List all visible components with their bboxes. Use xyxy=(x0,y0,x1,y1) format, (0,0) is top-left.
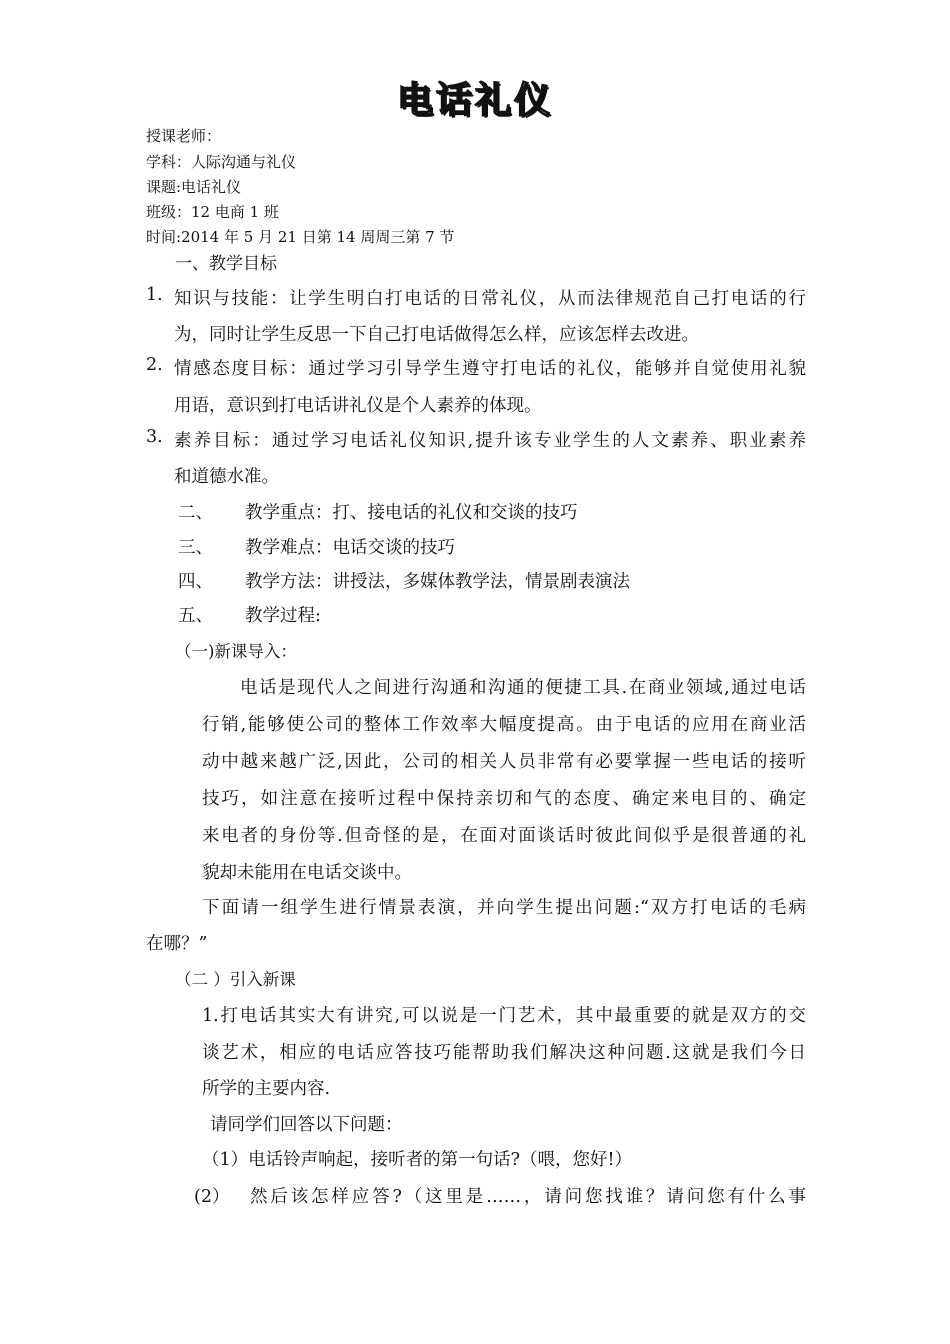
paragraph-line: 电话是现代人之间进行沟通和沟通的便捷工具.在商业领域,通过电话 xyxy=(240,678,806,698)
objective-text: 和道德水准。 xyxy=(174,467,279,487)
section-number: 二、 xyxy=(178,503,213,523)
section-number: 四、 xyxy=(178,572,213,592)
section-text: 教学过程: xyxy=(245,606,321,626)
objective-text: 为，同时让学生反思一下自己打电话做得怎么样，应该怎样去改进。 xyxy=(174,325,699,345)
section-number: 三、 xyxy=(178,538,213,558)
objective-text: 素养目标：通过学习电话礼仪知识,提升该专业学生的人文素养、职业素养 xyxy=(174,431,806,451)
question-2: 然后该怎样应答?（这里是……，请问您找谁？请问您有什么事 xyxy=(250,1187,806,1207)
question-1: （1）电话铃声响起，接听者的第一句话?（喂，您好!） xyxy=(202,1150,633,1170)
question-2-number: (2） xyxy=(194,1187,230,1207)
objective-text: 用语，意识到打电话讲礼仪是个人素养的体现。 xyxy=(174,396,542,416)
paragraph-line: 1.打电话其实大有讲究,可以说是一门艺术，其中最重要的就是双方的交 xyxy=(202,1006,806,1026)
section-number: 五、 xyxy=(178,606,213,626)
objective-text: 情感态度目标：通过学习引导学生遵守打电话的礼仪，能够并自觉使用礼貌 xyxy=(174,359,806,379)
meta-time: 时间:2014 年 5 月 21 日第 14 周周三第 7 节 xyxy=(146,228,455,246)
meta-topic: 课题:电话礼仪 xyxy=(146,178,242,196)
objective-text: 知识与技能：让学生明白打电话的日常礼仪，从而法律规范自己打电话的行 xyxy=(174,289,806,309)
objective-number: 3. xyxy=(146,427,163,447)
paragraph-line: 动中越来越广泛,因此，公司的相关人员非常有必要掌握一些电话的接听 xyxy=(202,752,806,772)
new-lesson-heading: （二 ）引入新课 xyxy=(175,970,296,989)
document-title: 电话礼仪 xyxy=(396,80,553,121)
meta-teacher: 授课老师： xyxy=(146,127,222,145)
meta-subject: 学科：人际沟通与礼仪 xyxy=(146,153,297,171)
performance-line: 在哪？” xyxy=(146,934,208,954)
paragraph-line: 所学的主要内容. xyxy=(202,1079,331,1099)
objective-number: 1. xyxy=(146,285,163,305)
intro-heading: （一)新课导入： xyxy=(175,642,297,661)
paragraph-line: 谈艺术，相应的电话应答技巧能帮助我们解决这种问题.这就是我们今日 xyxy=(202,1043,806,1063)
paragraph-line: 来电者的身份等.但奇怪的是，在面对面谈话时彼此间似乎是很普通的礼 xyxy=(202,826,806,846)
paragraph-line: 行销,能够使公司的整体工作效率大幅度提高。由于电话的应用在商业活 xyxy=(202,715,806,735)
meta-class: 班级：12 电商 1 班 xyxy=(146,203,279,221)
section-text: 教学重点：打、接电话的礼仪和交谈的技巧 xyxy=(245,503,578,523)
performance-line: 下面请一组学生进行情景表演，并向学生提出问题:“双方打电话的毛病 xyxy=(202,898,806,918)
objective-number: 2. xyxy=(146,355,163,375)
section-text: 教学难点：电话交谈的技巧 xyxy=(245,538,455,558)
section1-heading: 一、教学目标 xyxy=(175,254,277,274)
section-text: 教学方法：讲授法，多媒体教学法，情景剧表演法 xyxy=(245,572,630,592)
question-prompt: 请同学们回答以下问题： xyxy=(210,1115,403,1135)
paragraph-line: 技巧，如注意在接听过程中保持亲切和气的态度、确定来电目的、确定 xyxy=(202,789,806,809)
paragraph-line: 貌却未能用在电话交谈中。 xyxy=(202,863,412,883)
